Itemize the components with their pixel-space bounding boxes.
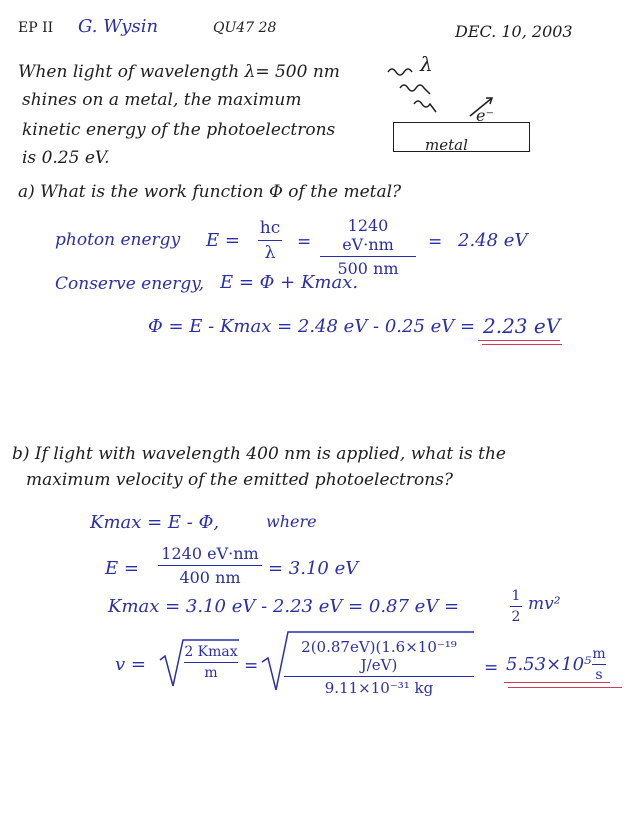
conserve-energy-label: Conserve energy, (55, 274, 204, 294)
metal-label: metal (425, 136, 468, 154)
problem-line-3: kinetic energy of the photoelectrons (22, 120, 336, 140)
hc-value-numerator: 1240 eV·nm (342, 216, 394, 254)
sqrt-small-denominator: m (204, 665, 218, 681)
hc-numerator: hc (259, 218, 281, 238)
photon-energy-b-E: E = (105, 558, 139, 579)
sqrt-large-numerator: 2(0.87eV)(1.6×10⁻¹⁹ J/eV) (301, 638, 457, 674)
photon-energy-b-denominator: 400 nm (179, 568, 241, 587)
electron-symbol: e⁻ (476, 106, 494, 125)
velocity-equals-2: = (484, 658, 499, 678)
part-b-question-1: b) If light with wavelength 400 nm is applied, what is the (12, 444, 506, 464)
velocity-units-denominator: s (595, 667, 603, 683)
velocity-answer: 5.53×10⁵ (506, 654, 592, 675)
equals-sign-1: = (297, 232, 312, 252)
velocity-equals: = (244, 656, 259, 676)
sqrt-small-fraction (184, 644, 238, 681)
lambda-symbol: λ (420, 52, 433, 76)
date-label: DEC. 10, 2003 (455, 22, 573, 41)
photon-energy-result: 2.48 eV (458, 230, 528, 251)
equals-sign-2: = (428, 232, 443, 252)
wavelength-denominator: 500 nm (337, 259, 399, 278)
author-name: G. Wysin (78, 16, 159, 37)
velocity-units-numerator: m (592, 646, 606, 662)
photon-energy-E: E = (206, 230, 240, 251)
sqrt-large-fraction (284, 638, 474, 697)
conserve-energy-equation: E = Φ + Kmax. (220, 272, 359, 293)
velocity-v-eq: v = (115, 654, 146, 675)
sqrt-small-numerator: 2 Kmax (184, 644, 238, 660)
problem-line-2: shines on a metal, the maximum (22, 90, 302, 110)
mv-squared: mv² (528, 594, 561, 614)
answer-b-underline (504, 682, 610, 683)
course-label: EP II (18, 20, 54, 36)
answer-b-underline-2 (508, 687, 622, 688)
kmax-definition: Kmax = E - Φ, (90, 512, 220, 533)
part-b-question-2: maximum velocity of the emitted photoelectrons? (26, 470, 454, 490)
photon-energy-b-numerator: 1240 eV·nm (161, 544, 259, 563)
problem-line-1: When light of wavelength λ= 500 nm (18, 62, 340, 82)
problem-line-4: is 0.25 eV. (22, 148, 110, 168)
one-half-denominator: 2 (511, 609, 521, 625)
part-a-question: a) What is the work function Φ of the metal? (18, 182, 402, 202)
work-function-equation: Φ = E - Kmax = 2.48 eV - 0.25 eV = (148, 316, 476, 337)
photon-energy-label: photon energy (55, 230, 181, 250)
lambda-denominator: λ (264, 243, 276, 263)
quiz-label: QU47 28 (213, 20, 277, 36)
photon-energy-b-result: = 3.10 eV (268, 558, 359, 579)
where-label: where (266, 512, 317, 531)
sqrt-large-denominator: 9.11×10⁻³¹ kg (324, 679, 434, 697)
one-half-numerator: 1 (511, 588, 521, 604)
velocity-units (592, 646, 606, 683)
kmax-calculation: Kmax = 3.10 eV - 2.23 eV = 0.87 eV = (108, 596, 460, 617)
work-function-answer: 2.23 eV (483, 314, 561, 338)
